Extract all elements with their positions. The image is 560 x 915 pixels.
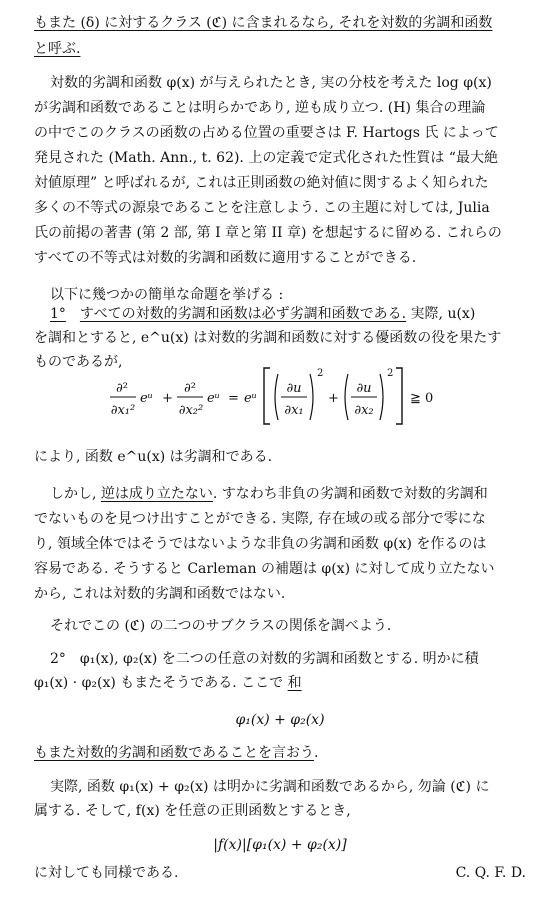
text-line: 2° φ₁(x), φ₂(x) を二つの任意の対数的劣調和函数とする. 明かに積: [50, 651, 479, 667]
text-line: もまた対数的劣調和函数であることを言おう.: [34, 745, 319, 761]
display-equation: |f(x)|[φ₁(x) + φ₂(x)]: [213, 837, 347, 853]
eq-du: ∂u: [356, 381, 372, 396]
text-line: ものであるが,: [34, 354, 123, 370]
qed-mark: C. Q. F. D.: [455, 865, 526, 881]
eq-plus: +: [162, 391, 173, 406]
eq-dx2sq: ∂x₂²: [178, 403, 204, 418]
eq-geq: ≧ 0: [410, 391, 434, 406]
underlined-text: もまた (δ) に対するクラス (ℭ) に含まれるなら, それを対数的劣調和函数: [34, 15, 493, 31]
text-line: 氏の前掲の著書 (第 2 部, 第 I 章と第 II 章) を想起するに留める. これらの: [34, 225, 502, 241]
text-line: φ₁(x) · φ₂(x) もまたそうである. ここで 和: [34, 675, 302, 691]
eq-eu: eᵘ: [244, 391, 257, 406]
eq-sq: 2: [317, 368, 324, 379]
eq-dx1sq: ∂x₁²: [110, 403, 136, 418]
text-line: 対値原理” と呼ばれるが, これは正則函数の絶対値に関するよく知られた: [34, 175, 489, 191]
text-line: り, 領域全体ではそうではないような非負の劣調和函数 φ(x) を作るのは: [34, 536, 487, 552]
eq-dx2: ∂x₂: [354, 403, 374, 418]
text-line: それでこの (ℭ) の二つのサブクラスの関係を調べよう.: [50, 618, 392, 634]
text-line: 対数的劣調和函数 φ(x) が与えられたとき, 実の分枝を考えた log φ(x): [50, 75, 492, 91]
underlined-text: と呼ぶ.: [34, 41, 81, 57]
eq-dx1: ∂x₁: [284, 403, 304, 418]
text-line: でないものを見つけ出すことができる. 実際, 存在域の或る部分で零にな: [34, 511, 486, 527]
text-line: が劣調和函数であることは明らかであり, 逆も成り立つ. (H) 集合の理論: [34, 100, 486, 116]
text-line: しかし, 逆は成り立たない. すなわち非負の劣調和函数で対数的劣調和: [50, 486, 488, 502]
text-line: 属する. そして, f(x) を任意の正則函数とするとき,: [34, 803, 351, 819]
text-line: 多くの不等式の源泉であることを注意しよう. この主題に対しては, Julia: [34, 200, 490, 216]
pde-equation: [110, 358, 450, 430]
text-line: を調和とすると, e^u(x) は対数的劣調和函数に対する優函数の役を果たす: [34, 330, 502, 346]
eq-d2: ∂²: [116, 381, 128, 396]
eq-sq: 2: [387, 368, 394, 379]
text-line: の中でこのクラスの函数の占める位置の重要さは F. Hartogs 氏 によって: [34, 125, 499, 141]
text-line: 容易である. そうすると Carleman の補題は φ(x) に対して成り立たない: [34, 561, 495, 577]
text-line: 1° すべての対数的劣調和函数は必ず劣調和函数である. 実際, u(x): [50, 306, 476, 322]
eq-plus: +: [328, 391, 339, 406]
text-line: 発見された (Math. Ann., t. 62). 上の定義で定式化された性質は “最大絶: [34, 150, 498, 166]
eq-equals: =: [228, 391, 239, 406]
text-line: に対しても同様である.: [34, 865, 179, 881]
text-line: [34, 40, 534, 58]
display-equation: φ₁(x) + φ₂(x): [235, 712, 325, 728]
underlined-text: 和: [287, 675, 302, 691]
underlined-text: すべての対数的劣調和函数は必ず劣調和函数である.: [79, 306, 407, 322]
text-line: [34, 14, 534, 32]
text-line: から, これは対数的劣調和函数ではない.: [34, 586, 286, 602]
text-line: 実際, 函数 φ₁(x) + φ₂(x) は明かに劣調和函数であるから, 勿論 (ℭ) に: [50, 779, 490, 795]
text-line: 以下に幾つかの簡単な命題を挙げる :: [50, 287, 284, 303]
underlined-text: もまた対数的劣調和函数であることを言おう: [34, 745, 314, 761]
text-line: すべての不等式は対数的劣調和函数に適用することができる.: [34, 250, 417, 266]
eq-eu: eᵘ: [140, 391, 153, 406]
underlined-text: 逆は成り立たない: [100, 486, 213, 502]
text-line: により, 函数 e^u(x) は劣調和である.: [34, 449, 273, 465]
eq-d2: ∂²: [184, 381, 196, 396]
eq-du: ∂u: [286, 381, 302, 396]
eq-eu: eᵘ: [207, 391, 220, 406]
item-number: 1°: [50, 306, 66, 322]
